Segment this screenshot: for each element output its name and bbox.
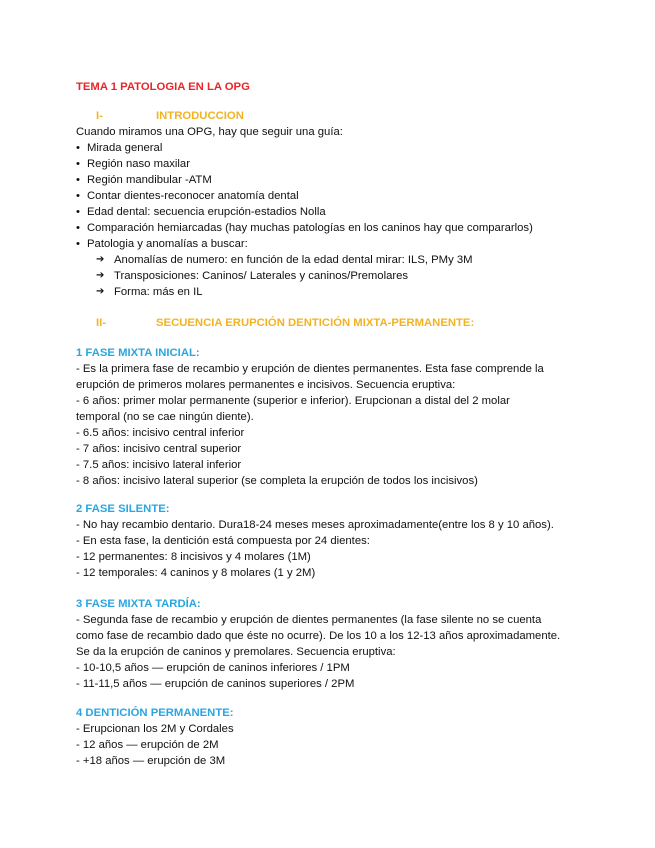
bullet-icon: •	[76, 174, 80, 186]
document-title: TEMA 1 PATOLOGIA EN LA OPG	[76, 81, 250, 93]
text-line: Se da la erupción de caninos y premolares. Secuencia eruptiva:	[76, 646, 396, 658]
text-line: como fase de recambio dado que éste no ocurre). De los 10 a los 12-13 años aproximadamente.	[76, 630, 561, 642]
text-line: - 12 temporales: 4 caninos y 8 molares (1 y 2M)	[76, 567, 316, 579]
list-item: • Edad dental: secuencia erupción-estadios Nolla	[76, 206, 326, 218]
bullet-icon: •	[76, 190, 80, 202]
bullet-icon: •	[76, 206, 80, 218]
intro-paragraph: Cuando miramos una OPG, hay que seguir una guía:	[76, 126, 343, 138]
phase-heading: 3 FASE MIXTA TARDÍA:	[76, 598, 201, 610]
bullet-icon: •	[76, 222, 80, 234]
phase-1-block	[76, 345, 615, 489]
section-heading-introduccion	[76, 108, 615, 124]
text-line: - 6.5 años: incisivo central inferior	[76, 427, 245, 439]
arrow-right-icon: ➔	[96, 286, 105, 297]
text-line: - Es la primera fase de recambio y erupción de dientes permanentes. Esta fase comprende la	[76, 363, 544, 375]
text-line: - 7.5 años: incisivo lateral inferior	[76, 459, 242, 471]
text-line: - No hay recambio dentario. Dura18-24 meses meses aproximadamente(entre los 8 y 10 años).	[76, 519, 554, 531]
text-line: - 8 años: incisivo lateral superior (se completa la erupción de todos los incisivos)	[76, 475, 478, 487]
text-line: - +18 años — erupción de 3M	[76, 755, 226, 767]
text-line: temporal (no se cae ningún diente).	[76, 411, 254, 423]
sub-list-item: ➔ Forma: más en IL	[96, 286, 203, 298]
list-item: • Contar dientes-reconocer anatomía dental	[76, 190, 299, 202]
list-item: • Mirada general	[76, 142, 163, 154]
section-numeral: I-	[96, 110, 103, 122]
list-item: • Comparación hemiarcadas (hay muchas patologías en los caninos hay que compararlos)	[76, 222, 533, 234]
phase-3-block	[76, 596, 615, 692]
bullet-icon: •	[76, 142, 80, 154]
text-line: - 7 años: incisivo central superior	[76, 443, 242, 455]
arrow-right-icon: ➔	[96, 270, 105, 281]
section-numeral: II-	[96, 317, 107, 329]
text-line: - 6 años: primer molar permanente (superior e inferior). Erupcionan a distal del 2 molar	[76, 395, 510, 407]
text-line: - 12 permanentes: 8 incisivos y 4 molares (1M)	[76, 551, 311, 563]
introduccion-block	[76, 124, 615, 300]
phase-heading: 4 DENTICIÓN PERMANENTE:	[76, 707, 234, 719]
text-line: - Segunda fase de recambio y erupción de dientes permanentes (la fase silente no se cuenta	[76, 614, 542, 626]
list-item: • Región naso maxilar	[76, 158, 190, 170]
list-item: • Patologia y anomalías a buscar:	[76, 238, 248, 250]
sub-list-item: ➔ Anomalías de numero: en función de la edad dental mirar: ILS, PMy 3M	[96, 254, 473, 266]
phase-2-block	[76, 501, 615, 581]
list-item: • Región mandibular -ATM	[76, 174, 212, 186]
sub-list-item: ➔ Transposiciones: Caninos/ Laterales y caninos/Premolares	[96, 270, 409, 282]
bullet-icon: •	[76, 158, 80, 170]
section-heading-text: INTRODUCCION	[156, 110, 244, 122]
text-line: - 12 años — erupción de 2M	[76, 739, 219, 751]
text-line: - En esta fase, la dentición está compuesta por 24 dientes:	[76, 535, 370, 547]
section-heading-text: SECUENCIA ERUPCIÓN DENTICIÓN MIXTA-PERMANENTE:	[156, 317, 475, 329]
phase-4-block	[76, 705, 615, 769]
phase-heading: 1 FASE MIXTA INICIAL:	[76, 347, 200, 359]
arrow-right-icon: ➔	[96, 254, 105, 265]
phase-heading: 2 FASE SILENTE:	[76, 503, 170, 515]
text-line: erupción de primeros molares permanentes e incisivos. Secuencia eruptiva:	[76, 379, 456, 391]
section-heading-secuencia	[76, 315, 615, 331]
bullet-icon: •	[76, 238, 80, 250]
text-line: - 11-11,5 años — erupción de caninos superiores / 2PM	[76, 678, 355, 690]
text-line: - Erupcionan los 2M y Cordales	[76, 723, 234, 735]
text-line: - 10-10,5 años — erupción de caninos inferiores / 1PM	[76, 662, 350, 674]
